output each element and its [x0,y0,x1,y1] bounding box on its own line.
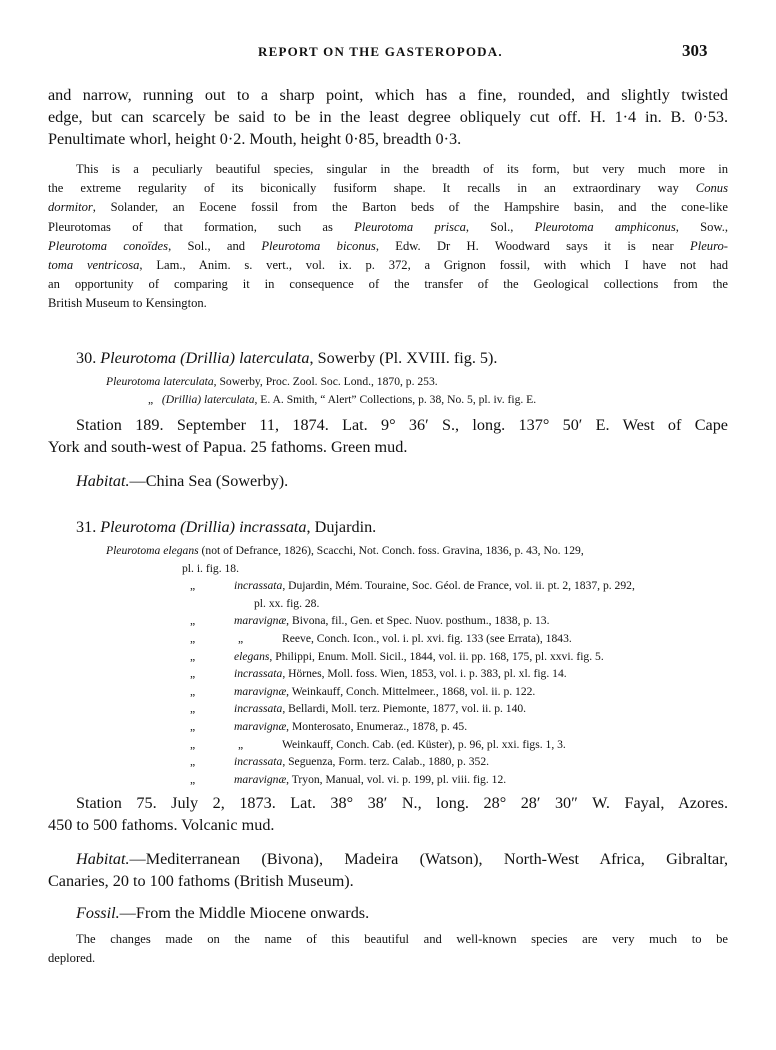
habitat-line: Canaries, 20 to 100 fathoms (British Museum). [48,872,354,890]
genus-name: Pleurotoma [100,349,177,367]
remarks-text: , Edw. Dr H. Woodward says it is near [375,238,690,253]
remarks-paragraph [48,160,728,314]
intro-paragraph [48,84,728,150]
species-name: (Drillia) incrassata [180,518,307,536]
species-name: (Drillia) laterculata [180,349,310,367]
remarks-text: This is a peculiarly beautiful species, singular in the breadth of its form, but very much more in [76,162,728,176]
synonym-entry [106,665,736,683]
ditto-mark: „ [238,737,244,751]
taxon-name: maravignæ [234,614,287,628]
taxon-name: incrassata [234,667,283,681]
page-number: 303 [682,41,708,60]
habitat-text: —Mediterranean (Bivona), Madeira (Watson), North-West Africa, Gibraltar, [129,850,728,868]
synonym-text [234,718,467,736]
ditto-mark: „ [190,719,196,733]
station-record [48,792,728,836]
citation-text: , Tryon, Manual, vol. vi. p. 199, pl. viii. fig. 12. [286,772,507,786]
taxon-name: Pleurotoma amphiconus [534,219,676,234]
synonym-entry [106,612,736,630]
fossil-label: Fossil. [76,904,120,922]
habitat-text: —China Sea (Sowerby). [129,472,289,490]
footnote-line: The changes made on the name of this beautiful and well-known species are very much to be [76,932,728,946]
station-record [48,414,728,458]
station-line: Station 189. September 11, 1874. Lat. 9° 36′ S., long. 137° 50′ E. West of Cape [76,416,728,434]
remarks-line [48,294,728,313]
synonym-entry [106,648,736,666]
habitat-label: Habitat. [76,472,130,490]
habitat-line [76,470,756,492]
taxon-name: dormitor [48,200,93,215]
ditto-mark: „ [190,649,196,663]
header-title: REPORT ON THE GASTEROPODA. [258,44,503,59]
station-line: Station 75. July 2, 1873. Lat. 38° 38′ N., long. 28° 28′ 30″ W. Fayal, Azores. [76,794,728,812]
ditto-mark: „ [190,772,196,786]
remarks-text: , Sol., [465,219,535,234]
citation-text: , E. A. Smith, “ Alert” Collections, p. 38, No. 5, pl. iv. fig. E. [254,392,537,406]
ditto-mark: „ [190,579,196,593]
citation-text: , Dujardin, Mém. Touraine, Soc. Géol. de France, vol. ii. pt. 2, 1837, p. 292, [282,579,635,593]
taxon-name: toma ventricosa [48,258,140,273]
citation-text: , Hörnes, Moll. foss. Wien, 1853, vol. i. p. 383, pl. xl. fig. 14. [282,667,567,681]
ditto-mark: „ [190,614,196,628]
synonym-entry [106,700,736,718]
citation-text: , Bellardi, Moll. terz. Piemonte, 1877, vol. ii. p. 140. [282,702,527,716]
ditto-mark: „ [190,631,196,645]
synonym-entry [106,736,736,754]
synonym-continuation: pl. i. fig. 18. [182,561,240,575]
synonym-text [234,700,526,718]
synonym-rows [106,577,736,788]
remarks-line [48,256,728,275]
station-line: 450 to 500 fathoms. Volcanic mud. [48,816,275,834]
taxon-name: Pleurotoma biconus [261,238,376,253]
citation-text: , Bivona, fil., Gen. et Spec. Nuov. posthum., 1838, p. 13. [286,614,550,628]
taxon-name: Conus [695,181,728,196]
synonym-continuation: pl. xx. fig. 28. [254,596,320,610]
citation-text: , Philippi, Enum. Moll. Sicil., 1844, vol. ii. pp. 168, 175, pl. xxvi. fig. 5. [269,649,604,663]
synonym-text [234,683,535,701]
remarks-text: the extreme regularity of its biconically fusiform shape. It recalls in an extraordinary way [48,181,696,196]
species-heading [76,347,756,369]
ditto-mark: „ [190,737,196,751]
ditto-mark: „ [148,392,154,406]
citation-text: Reeve, Conch. Icon., vol. i. pl. xvi. fig. 133 (see Errata), 1843. [282,631,572,645]
remarks-text: , Solander, an Eocene fossil from the Barton beds of the Hampshire basin, and the cone-like [92,200,728,215]
remarks-line [48,275,728,294]
citation-text: , Seguenza, Form. terz. Calab., 1880, p. 352. [282,755,490,769]
synonym-entry [106,771,736,789]
taxon-name: elegans [234,649,270,663]
synonymy-list [106,542,736,788]
synonym-entry [106,577,736,595]
ditto-mark: „ [190,684,196,698]
species-author: , Dujardin. [306,518,377,536]
citation-text: , Weinkauff, Conch. Mittelmeer., 1868, vol. ii. p. 122. [286,684,536,698]
taxon-name: incrassata [234,579,283,593]
remarks-text: British Museum to Kensington. [48,296,207,311]
taxon-name: incrassata [234,702,283,716]
synonym-entry [106,683,736,701]
synonym-entry [106,753,736,771]
synonym-text [234,771,506,789]
fossil-line [76,902,756,924]
species-number: 30. [76,349,101,367]
footnote [48,930,728,968]
citation-text: , Monterosato, Enumeraz., 1878, p. 45. [286,719,468,733]
running-header [0,41,776,68]
citation-text: Weinkauff, Conch. Cab. (ed. Küster), p. 96, pl. xxi. figs. 1, 3. [282,737,566,751]
synonym-entry [106,542,736,560]
ditto-mark: „ [238,631,244,645]
remarks-line [48,160,728,179]
remarks-line [48,237,728,256]
footnote-line: deplored. [48,951,96,966]
remarks-line [48,218,728,237]
citation-text: (not of Defrance, 1826), Scacchi, Not. Conch. foss. Gravina, 1836, p. 43, No. 129, [198,544,584,557]
remarks-line [48,198,728,217]
station-line: York and south-west of Papua. 25 fathoms. Green mud. [48,438,408,456]
synonym-text [234,577,635,595]
citation-text: , Sowerby, Proc. Zool. Soc. Lond., 1870, p. 253. [213,375,438,388]
taxon-name: Pleurotoma prisca [354,219,466,234]
citation-list [106,373,726,408]
genus-name: Pleurotoma [100,518,177,536]
citation [106,373,726,391]
habitat-paragraph [48,848,728,892]
remarks-line [48,179,728,198]
synonym-entry [106,630,736,648]
taxon-name: Pleurotoma conoïdes [48,238,169,253]
intro-line: and narrow, running out to a sharp point, which has a fine, rounded, and slightly twisted [48,86,728,104]
ditto-mark: „ [190,667,196,681]
synonym-text [234,648,604,666]
taxon-name: maravignæ [234,684,287,698]
remarks-text: Pleurotomas of that formation, such as [48,219,355,234]
taxon-name: Pleurotoma laterculata [106,375,214,388]
remarks-text: , Lam., Anim. s. vert., vol. ix. p. 372, a Grignon fossil, with which I have not had [139,258,729,273]
taxon-name: (Drillia) laterculata [161,392,255,406]
taxon-name: incrassata [234,755,283,769]
taxon-name: Pleurotoma elegans [106,544,199,557]
intro-line: Penultimate whorl, height 0·2. Mouth, height 0·85, breadth 0·3. [48,130,462,148]
habitat-line [48,848,728,870]
remarks-text: an opportunity of comparing it in consequence of the transfer of the Geological collections from the [48,277,728,292]
synonym-text [234,612,549,630]
habitat-label: Habitat. [76,850,130,868]
species-heading [76,516,756,538]
ditto-mark: „ [190,702,196,716]
fossil-text: —From the Middle Miocene onwards. [119,904,370,922]
synonym-text [234,665,567,683]
remarks-text: , Sol., and [168,238,262,253]
taxon-name: maravignæ [234,719,287,733]
remarks-text: , Sow., [675,219,729,234]
citation [106,391,726,409]
taxon-name: Pleuro- [690,238,729,253]
synonym-entry [106,718,736,736]
intro-line: edge, but can scarcely be said to be in the least degree obliquely cut off. H. 1·4 in. B. 0·53. [48,108,728,126]
species-author: , Sowerby (Pl. XVIII. fig. 5). [309,349,498,367]
synonym-text [234,753,489,771]
taxon-name: maravignæ [234,772,287,786]
species-number: 31. [76,518,101,536]
ditto-mark: „ [190,755,196,769]
